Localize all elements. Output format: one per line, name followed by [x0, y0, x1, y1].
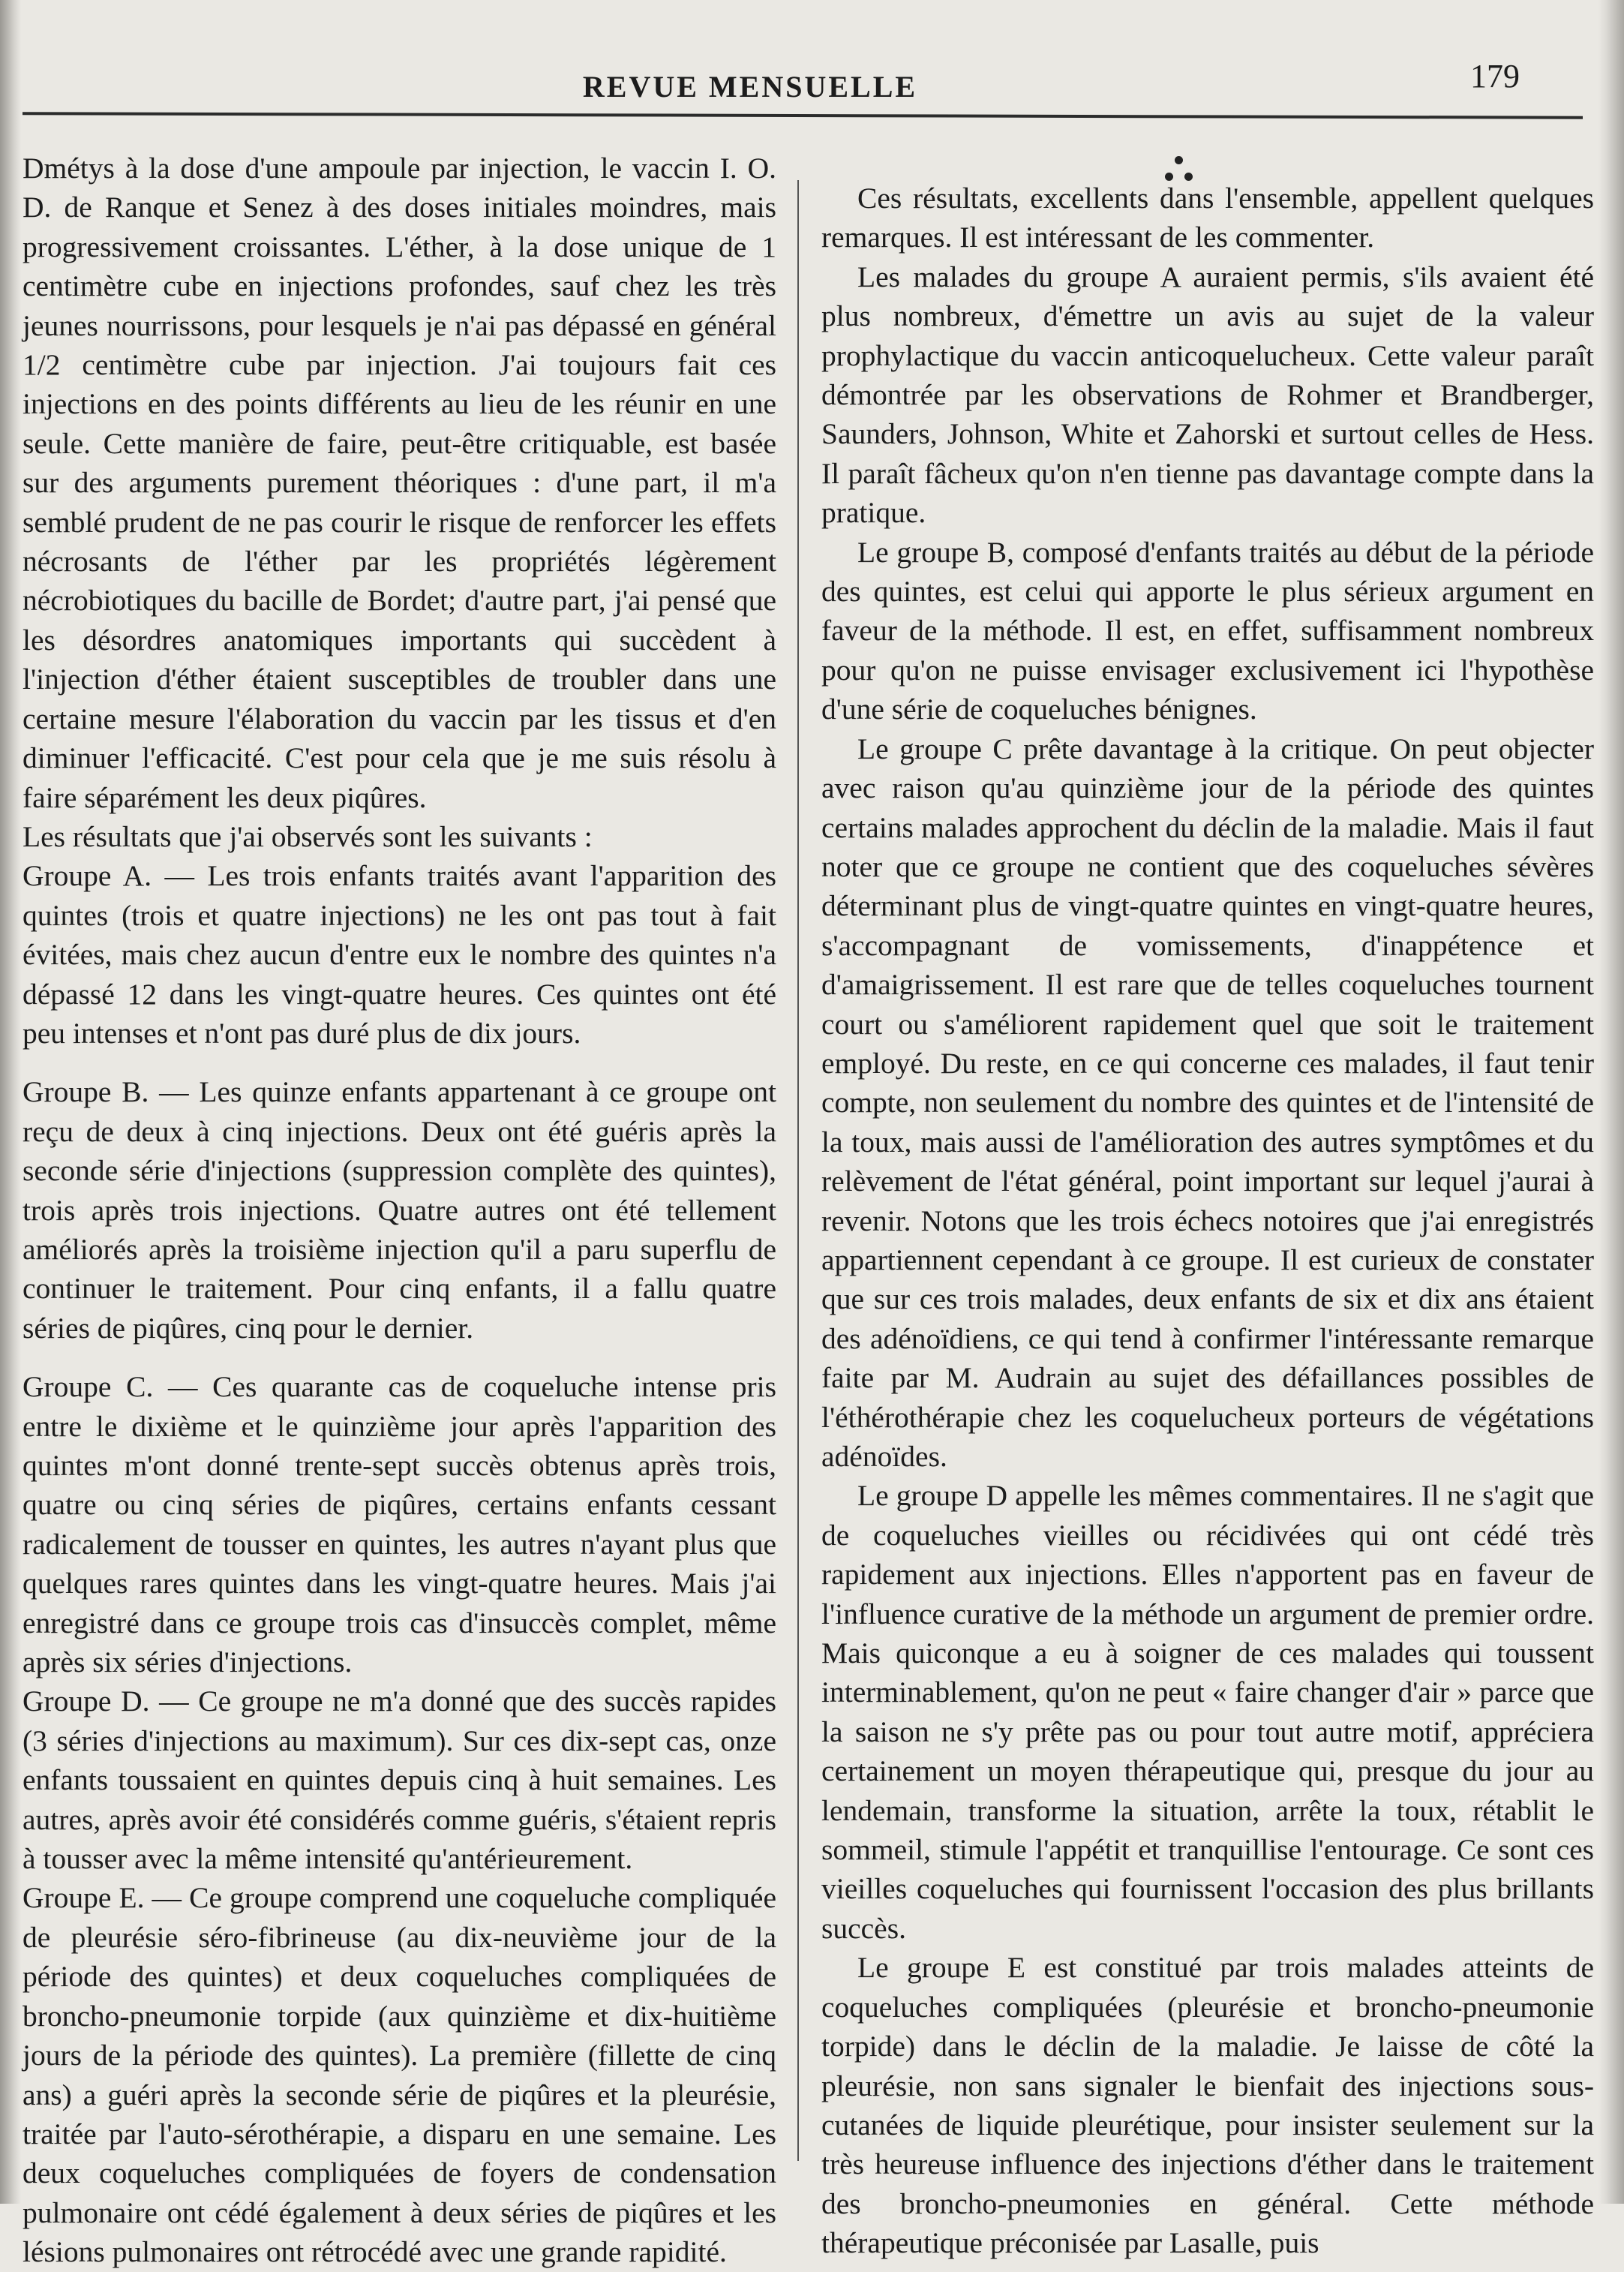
right-column [821, 179, 1594, 2260]
column-divider [797, 180, 799, 2161]
header-rule [23, 112, 1583, 119]
paragraph-groupe-a-comment: Les malades du groupe A auraient permis, s'ils avaient été plus nombreux, d'émettre un avis au sujet de la valeur prophylactique du vaccin anticoquelucheux. Cette valeur paraît démontrée par les observations de Rohmer et Brandberger, Saunders, Johnson, White et Zahorski et surtout celles de Hess. Il paraît fâcheux qu'on n'en tienne pas davantage compte dans la pratique. [821, 260, 1594, 530]
paragraph-continuation: Dmétys à la dose d'une ampoule par injection, le vaccin I. O. D. de Ranque et Senez à des doses initiales moindres, mais progressivement croissantes. L'éther, à la dose unique de 1 centimètre cube en injections profondes, sauf chez les très jeunes nourrissons, pour lesquels je n'ai pas dépassé en général 1/2 centimètre cube par injection. J'ai toujours fait ces injections en des points différents au lieu de les réunir en une seule. Cette manière de faire, peut-être critiquable, est basée sur des arguments purement théoriques : d'une part, il m'a semblé prudent de ne pas courir le risque de renforcer les effets nécrosants de l'éther par les propriétés légèrement nécrobiotiques du bacille de Bordet; d'autre part, j'ai pensé que les désordres anatomiques importants qui succèdent à l'injection d'éther étaient susceptibles de troubler dans une certaine mesure l'élaboration du vaccin par les tissus et d'en diminuer l'efficacité. C'est pour cela que je me suis résolu à faire séparément les deux piqûres. [23, 152, 776, 814]
page-number: 179 [1470, 58, 1520, 95]
paragraph-groupe-d: Groupe D. — Ce groupe ne m'a donné que des succès rapides (3 séries d'injections au maximum). Sur ces dix-sept cas, onze enfants toussaient en quintes depuis cinq à huit semaines. Les autres, après avoir été considérés comme guéris, s'étaient repris à tousser avec la même intensité qu'antérieurement. [23, 1684, 776, 1876]
paragraph-groupe-b-comment: Le groupe B, composé d'enfants traités au début de la période des quintes, est celui qui apporte le plus sérieux argument en faveur de la méthode. Il est, en effet, suffisamment nombreux pour qu'on ne puisse envisager exclusivement ici l'hypothèse d'une série de coqueluches bénignes. [821, 535, 1594, 726]
paragraph-groupe-b: Groupe B. — Les quinze enfants appartenant à ce groupe ont reçu de deux à cinq injections. Deux ont été guéris après la seconde série d'injections (suppression complète des quintes), trois après trois injections. Quatre autres ont été tellement améliorés après la troisième injection qu'il a paru superflu de continuer le traitement. Pour cinq enfants, il a fallu quatre séries de piqûres, cinq pour le dernier. [23, 1075, 776, 1345]
paragraph-groupe-e-comment: Le groupe E est constitué par trois malades atteints de coqueluches compliquées (pleurésie et broncho-pneumonie torpide) dans le déclin de la maladie. Je laisse de côté la pleurésie, non sans signaler le bienfait des injections sous-cutanées de liquide pleurétique, pour insister seulement sur la très heureuse influence des injections d'éther dans le traitement des broncho-pneumonies en général. Cette méthode thérapeutique préconisée par Lasalle, puis [821, 1951, 1594, 2260]
binding-shadow-left [0, 0, 21, 2204]
page-edge-shadow-right [1598, 0, 1624, 2204]
paragraph-results-intro: Les résultats que j'ai observés sont les suivants : [23, 819, 593, 853]
paragraph-groupe-e: Groupe E. — Ce groupe comprend une coqueluche compliquée de pleurésie séro-fibrineuse (au dix-neuvième jour de la période des quintes) et deux coqueluches compliquées de broncho-pneumonie torpide (aux quinzième et dix-huitième jours de la période des quintes). La première (fillette de cinq ans) a guéri après la seconde série de piqûres et la pleurésie, traitée par l'auto-sérothérapie, a disparu en une semaine. Les deux coqueluches compliquées de foyers de condensation pulmonaire ont cédé également à deux séries de piqûres et les lésions pulmonaires ont rétrocédé avec une grande rapidité. [23, 1881, 776, 2269]
paragraph-groupe-a: Groupe A. — Les trois enfants traités avant l'apparition des quintes (trois et quatre injections) ne les ont pas tout à fait évitées, mais chez aucun d'entre eux le nombre des quintes n'a dépassé 12 dans les vingt-quatre heures. Ces quintes ont été peu intenses et n'ont pas duré plus de dix jours. [23, 859, 776, 1050]
running-title: REVUE MENSUELLE [582, 70, 918, 104]
paragraph-remarks-intro: Ces résultats, excellents dans l'ensemble, appellent quelques remarques. Il est intéressant de les commenter. [821, 182, 1594, 254]
left-column [23, 149, 776, 2269]
page-header [0, 0, 1624, 128]
paragraph-groupe-c-comment: Le groupe C prête davantage à la critique. On peut objecter avec raison qu'au quinzième jour de la période des quintes certains malades approchent du déclin de la maladie. Mais il faut noter que ce groupe ne contient que des coqueluches sévères déterminant plus de vingt-quatre quintes en vingt-quatre heures, s'accompagnant de vomissements, d'inappétence et d'amaigrissement. Il est rare que de telles coqueluches tournent court ou s'améliorent rapidement quel que soit le traitement employé. Du reste, en ce qui concerne ces malades, il faut tenir compte, non seulement du nombre des quintes et de l'intensité de la toux, mais aussi de l'amélioration des autres symptômes et du relèvement de l'état général, point important sur lequel j'aurai à revenir. Notons que les trois échecs notoires que j'ai enregistrés appartiennent cependant à ce groupe. Il est curieux de constater que sur ces trois malades, deux enfants de six et dix ans étaient des adénoïdiens, ce qui tend à confirmer l'intéressante remarque faite par M. Audrain au sujet des défaillances possibles de l'éthérothérapie chez les coquelucheux porteurs de végétations adénoïdes. [821, 732, 1594, 1473]
paragraph-groupe-d-comment: Le groupe D appelle les mêmes commentaires. Il ne s'agit que de coqueluches vieilles ou récidivées qui ont cédé très rapidement aux injections. Elles n'apportent pas en faveur de l'influence curative de la méthode un argument de premier ordre. Mais quiconque a eu à soigner de ces malades qui toussent interminablement, qu'on ne peut « faire changer d'air » parce que la saison ne s'y prête pas ou pour tout autre motif, appréciera certainement un moyen thérapeutique qui, presque du jour au lendemain, transforme la situation, arrête la toux, rétablit le sommeil, stimule l'appétit et tranquillise l'entourage. Ce sont ces vieilles coqueluches qui fournissent l'occasion des plus brillants succès. [821, 1479, 1594, 1945]
paragraph-groupe-c: Groupe C. — Ces quarante cas de coqueluche intense pris entre le dixième et le quinzième jour après l'apparition des quintes m'ont donné trente-sept succès obtenus après trois, quatre ou cinq séries de piqûres, certains enfants cessant radicalement de tousser en quintes, les autres n'ayant plus que quelques rares quintes dans les vingt-quatre heures. Mais j'ai enregistré dans ce groupe trois cas d'insuccès complet, même après six séries d'injections. [23, 1370, 776, 1679]
